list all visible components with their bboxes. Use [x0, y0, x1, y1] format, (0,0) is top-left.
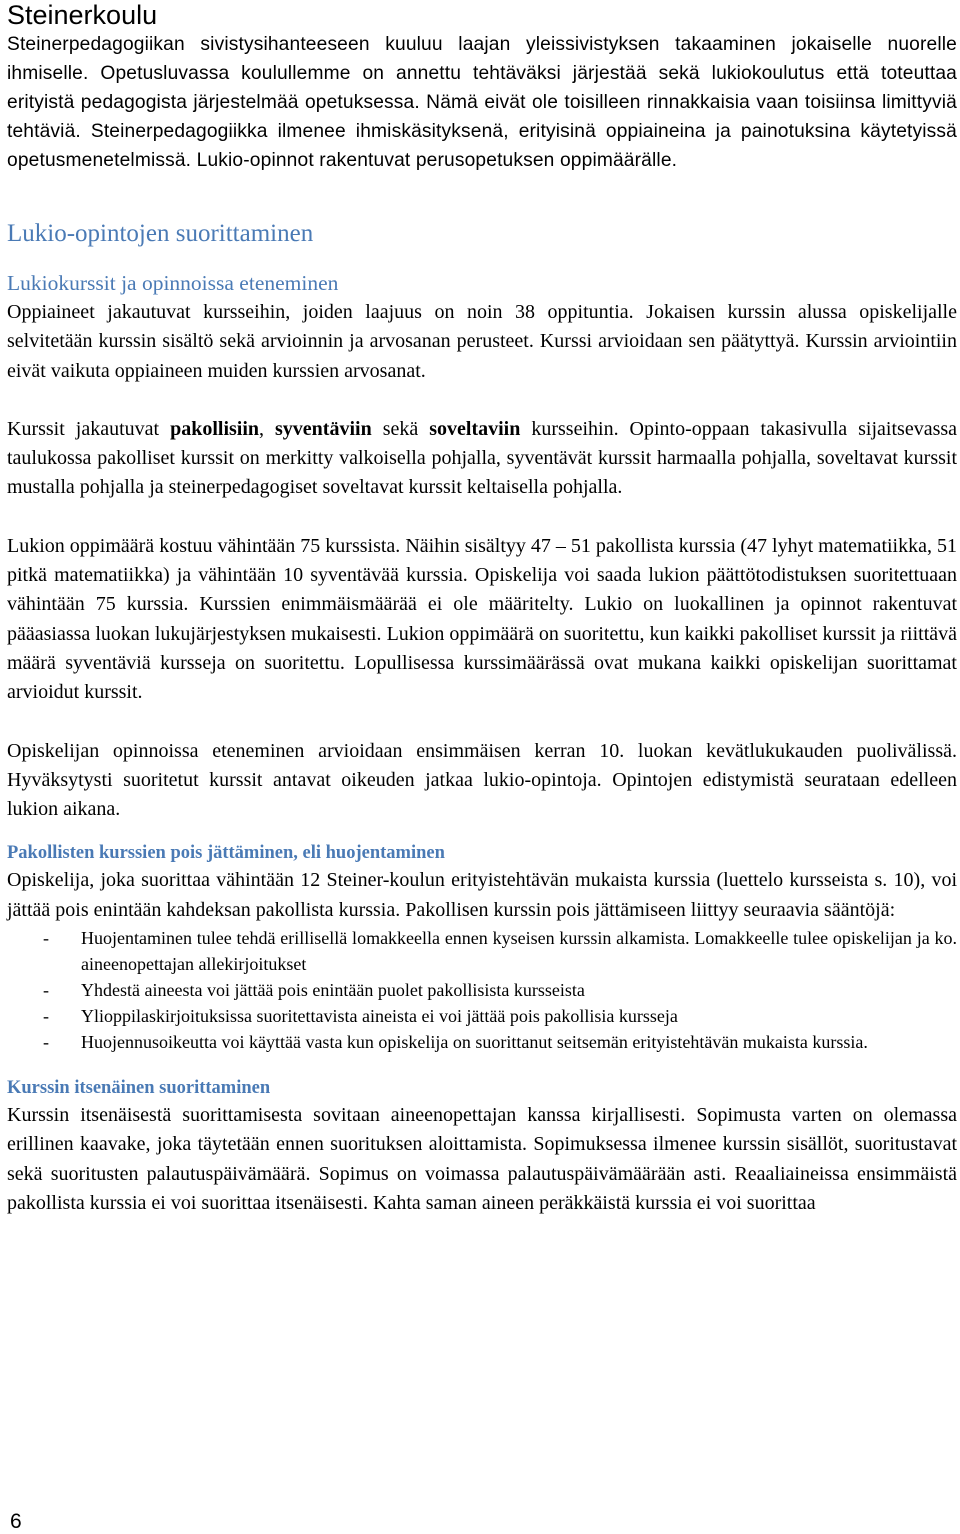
section-heading: Lukio-opintojen suorittaminen: [7, 220, 314, 247]
text-segment: kursseihin. Opinto-oppaan takasivulla sijaitsevassa taulukossa pakolliset kurssit on merkitty valkoisella pohjalla, syventävät kurssit harmaalla pohjalla, soveltavat kurssit mustalla pohjalla ja steinerpedagogiset soveltavat kurssit keltaisella pohjalla.: [7, 417, 958, 499]
list-item: [7, 925, 957, 977]
rule-text: Huojentaminen tulee tehdä erillisellä lomakkeella ennen kyseisen kurssin alkamista. Lomakkeelle tulee opiskelijan ja ko. aineenopettajan allekirjoitukset: [81, 928, 957, 975]
rule-text: Ylioppilaskirjoituksissa suoritettavista aineista ei voi jättää pois pakollisia kursseja: [81, 1006, 678, 1027]
course-types-paragraph: [7, 415, 957, 503]
list-item: [7, 977, 957, 1003]
text-segment: ,: [259, 417, 276, 440]
list-item: [7, 1029, 957, 1055]
omission-rules-list: [7, 925, 957, 1055]
text-segment: Kurssit jakautuvat: [7, 417, 171, 440]
dash-bullet: -: [43, 980, 49, 1001]
courses-paragraph: Oppiaineet jakautuvat kursseihin, joiden laajuus on noin 38 oppituntia. Jokaisen kurssin alussa opiskelijalle selvitetään kurssin sisältö sekä arvioinnin ja arvosanan perusteet. Kurssi arvioidaan sen päätyttyä. Kurssin arviointiin eivät vaikuta oppiaineen muiden kurssien arvosanat.: [7, 301, 957, 382]
rule-text: Huojennusoikeutta voi käyttää vasta kun opiskelija on suorittanut seitsemän erityistehtävän mukaista kurssia.: [81, 1032, 868, 1053]
dash-bullet: -: [43, 928, 49, 949]
progress-paragraph: Opiskelijan opinnoissa eteneminen arvioidaan ensimmäisen kerran 10. luokan kevätlukukauden puolivälissä. Hyväksytysti suoritetut kurssit antavat oikeuden jatkaa lukio-opintoja. Opintojen edistymistä seurataan edelleen lukion aikana.: [7, 739, 957, 821]
bold-term-mandatory: pakollisiin: [170, 417, 260, 440]
omission-heading: Pakollisten kurssien pois jättäminen, eli huojentaminen: [7, 843, 445, 864]
dash-bullet: -: [43, 1006, 49, 1027]
intro-paragraph: Steinerpedagogiikan sivistysihanteeseen kuuluu laajan yleissivistyksen takaaminen jokaiselle nuorelle ihmiselle. Opetusluvassa koulullemme on annettu tehtäväksi järjestää sekä lukiokoulutus että toteuttaa erityistä pedagogista järjestelmää opetuksessa. Nämä eivät ole toisilleen rinnakkaisia vaan toisiinsa limittyviä tehtäviä. Steinerpedagogiikka ilmenee ihmiskäsityksenä, erityisinä oppiaineina ja painotuksina käytetyissä opetusmenetelmissä. Lukio-opinnot rakentuvat perusopetuksen oppimäärälle.: [7, 34, 957, 171]
page-title: Steinerkoulu: [7, 0, 158, 30]
document-page: [7, 0, 957, 1218]
independent-paragraph: Kurssin itsenäisestä suorittamisesta sovitaan aineenopettajan kanssa kirjallisesti. Sopimusta varten on olemassa erillinen kaavake, joka täytetään ennen suorituksen aloittamista. Sopimuksessa ilmenee kurssin sisällöt, suoritustavat sekä suoritusten palautuspäivämäärä. Sopimus on voimassa palautuspäivämäärään asti. Reaaliaineissa ensimmäistä pakollista kurssia ei voi suorittaa itsenäisesti. Kahta saman aineen peräkkäistä kurssia ei voi suorittaa: [7, 1104, 957, 1214]
text-segment: sekä: [371, 417, 430, 440]
syllabus-paragraph: Lukion oppimäärä kostuu vähintään 75 kurssista. Näihin sisältyy 47 – 51 pakollista kurssia (47 lyhyt matematiikka, 51 pitkä matematiikka) ja vähintään 10 syventävää kurssia. Opiskelija voi saada lukion päättötodistuksen suoritettuaan vähintään 75 kurssia. Kurssien enimmäismäärää ei ole määritelty. Lukio on luokallinen ja opinnot rakentuvat pääasiassa luokan lukujärjestyksen mukaisesti. Lukion oppimäärä on suoritettu, kun kaikki pakolliset kurssit ja riittävä määrä syventäviä kursseja on suoritettu. Lopullisessa kurssimäärässä ovat mukana kaikki opiskelijan suorittamat arvioidut kurssit.: [7, 534, 957, 704]
dash-bullet: -: [43, 1032, 49, 1053]
rule-text: Yhdestä aineesta voi jättää pois enintään puolet pakollisista kursseista: [81, 980, 585, 1001]
bold-term-applied: soveltaviin: [429, 417, 521, 440]
list-item: [7, 1003, 957, 1029]
omission-paragraph: Opiskelija, joka suorittaa vähintään 12 Steiner-koulun erityistehtävän mukaista kurssia (luettelo kursseista s. 10), voi jättää pois enintään kahdeksan pakollista kurssia. Pakollisen kurssin pois jättämiseen liittyy seuraavia sääntöjä:: [7, 869, 957, 921]
subsection-heading: Lukiokurssit ja opinnoissa eteneminen: [7, 271, 339, 295]
bold-term-advanced: syventäviin: [275, 417, 372, 440]
page-number: 6: [10, 1510, 22, 1533]
independent-heading: Kurssin itsenäinen suorittaminen: [7, 1078, 271, 1099]
